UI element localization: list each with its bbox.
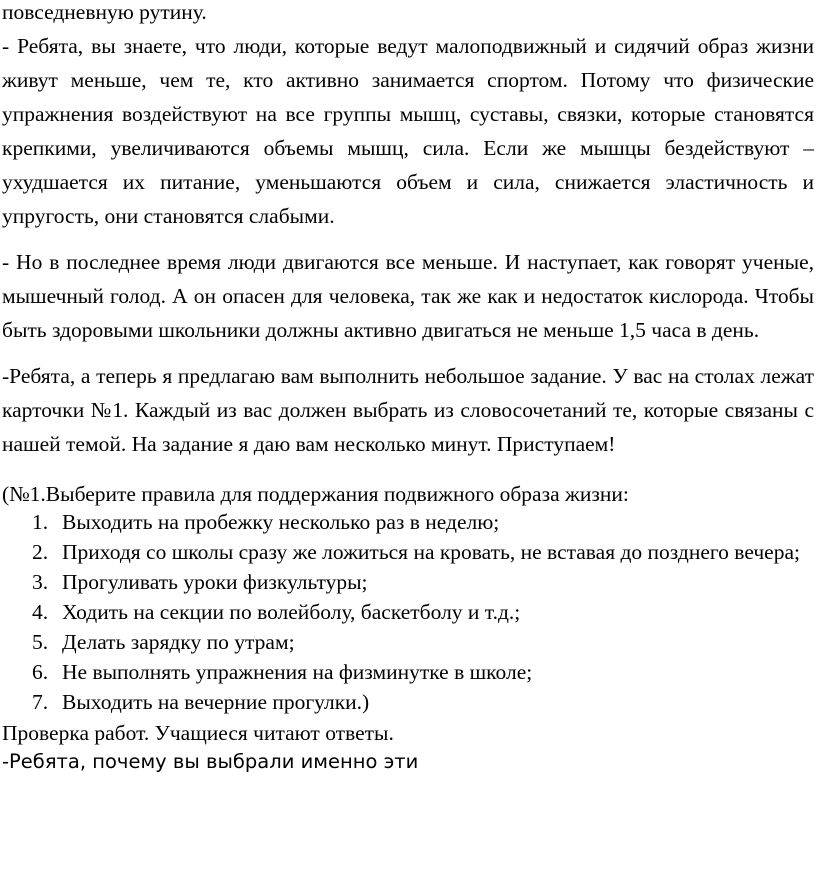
check-line: Проверка работ. Учащиеся читают ответы. bbox=[2, 721, 394, 745]
list-item-number: 7. bbox=[32, 690, 49, 714]
list-item bbox=[32, 569, 816, 596]
paragraph-muscle-hunger: - Но в последнее время люди двигаются все меньше. И наступает, как говорят ученые, мышечный голод. А он опасен для человека, так же как и недостаток кислорода. Чтобы быть здоровыми школьники должны активно двигаться не меньше 1,5 часа в день. bbox=[2, 250, 814, 342]
list-item bbox=[32, 539, 816, 566]
paragraph-sedentary-life: - Ребята, вы знаете, что люди, которые ведут малоподвижный и сидячий образ жизни живут меньше, чем те, кто активно занимается спортом. Потому что физические упражнения воздействуют на все группы мышц, суставы, связки, которые становятся крепкими, увеличиваются объемы мышц, сила. Если же мышцы бездействуют – ухудшается их питание, уменьшаются объем и сила, снижается эластичность и упругость, они становятся слабыми. bbox=[2, 34, 814, 228]
list-item-text: Выходить на пробежку несколько раз в неделю; bbox=[62, 510, 500, 534]
list-item-text: Приходя со школы сразу же ложиться на кровать, не вставая до позднего вечера; bbox=[62, 540, 800, 564]
paragraph-intro-tail: повседневную рутину. bbox=[2, 0, 207, 24]
list-item bbox=[32, 599, 816, 626]
list-item bbox=[32, 689, 816, 716]
list-item-text: Не выполнять упражнения на физминутке в школе; bbox=[62, 660, 533, 684]
list-item bbox=[32, 659, 816, 686]
list-item-text: Делать зарядку по утрам; bbox=[62, 630, 295, 654]
task-intro: (№1.Выберите правила для поддержания подвижного образа жизни: bbox=[2, 482, 629, 506]
question-line: -Ребята, почему вы выбрали именно эти bbox=[2, 750, 419, 773]
list-item-number: 5. bbox=[32, 630, 49, 654]
list-item-number: 2. bbox=[32, 540, 49, 564]
list-item-number: 1. bbox=[32, 510, 49, 534]
list-item-number: 4. bbox=[32, 600, 49, 624]
list-item-text: Прогуливать уроки физкультуры; bbox=[62, 570, 368, 594]
list-item-text: Выходить на вечерние прогулки.) bbox=[62, 690, 370, 714]
rules-list bbox=[0, 509, 816, 716]
list-item-number: 3. bbox=[32, 570, 49, 594]
list-item-text: Ходить на секции по волейболу, баскетболу и т.д.; bbox=[62, 600, 521, 624]
paragraph-task-instructions: -Ребята, а теперь я предлагаю вам выполнить небольшое задание. У вас на столах лежат карточки №1. Каждый из вас должен выбрать из словосочетаний те, которые связаны с нашей темой. На задание я даю вам несколько минут. Приступаем! bbox=[2, 364, 814, 456]
list-item bbox=[32, 509, 816, 536]
list-item-number: 6. bbox=[32, 660, 49, 684]
list-item bbox=[32, 629, 816, 656]
